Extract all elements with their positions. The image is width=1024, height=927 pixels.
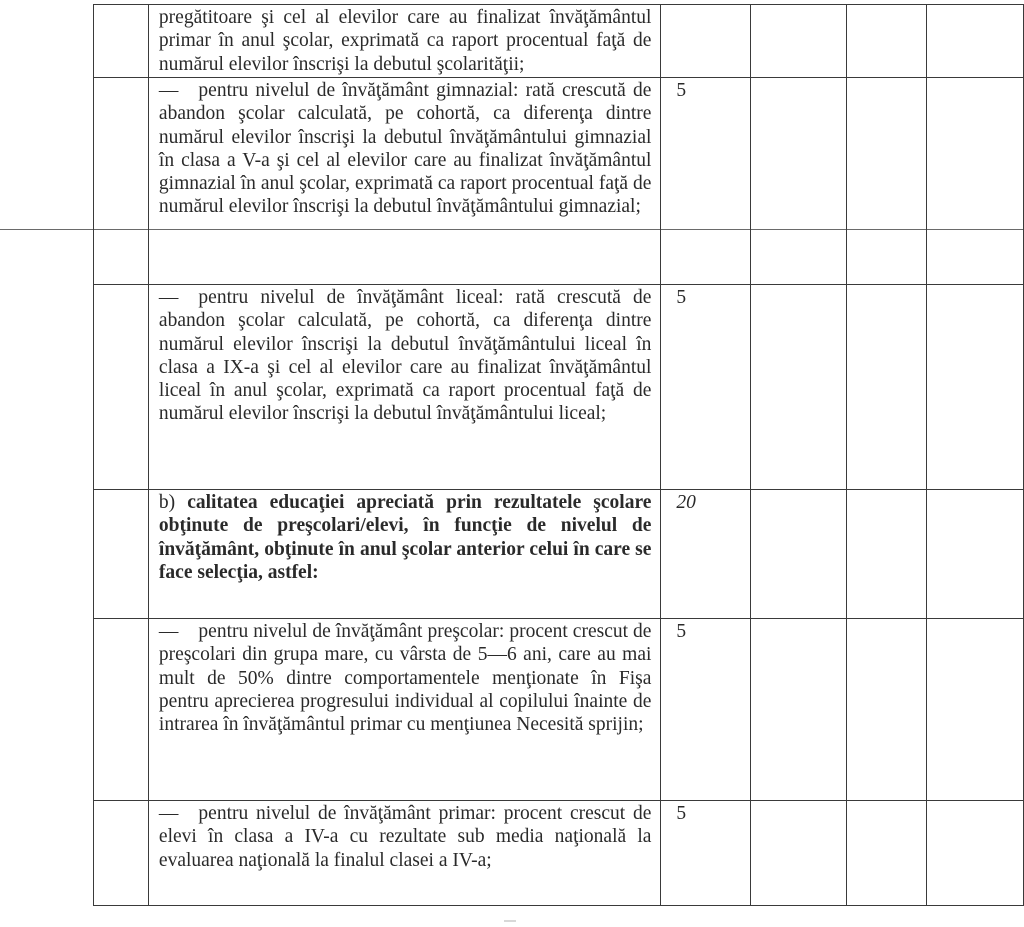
criterion-body: pentru nivelul de învăţământ gimnazial: rată crescută de abandon şcolar calculată, pe cohortă, ca diferenţa dintre numărul elevilor înscrişi la debutul învăţământului gimnazial în clasa a V-a şi cel al elevilor care au finalizat învăţământul gimnazial în anul şcolar, exprimată ca raport procentual faţă de numărul elevilor înscrişi la debutul învăţământului gimnazial; xyxy=(158,80,652,218)
criterion-prefix: b) xyxy=(158,492,188,513)
table-row xyxy=(94,78,1024,285)
dash-marker: — xyxy=(158,621,179,642)
criterion-cell xyxy=(148,801,661,906)
empty-cell xyxy=(847,801,927,906)
score-cell xyxy=(661,285,751,490)
score-cell xyxy=(661,78,751,285)
empty-cell xyxy=(847,619,927,801)
criterion-cell xyxy=(148,619,661,801)
number-cell xyxy=(94,5,149,78)
criterion-cell xyxy=(148,5,661,78)
score-value: 5 xyxy=(676,80,687,101)
score-cell xyxy=(661,5,751,78)
empty-cell xyxy=(847,5,927,78)
criteria-table xyxy=(93,4,1024,906)
table-row xyxy=(94,285,1024,490)
empty-cell xyxy=(751,490,847,619)
empty-cell xyxy=(927,285,1024,490)
table-row xyxy=(94,490,1024,619)
empty-cell xyxy=(847,285,927,490)
score-value: 5 xyxy=(676,287,687,308)
criterion-body: pentru nivelul de învăţământ liceal: rată crescută de abandon şcolar calculată, pe cohortă, ca diferenţa dintre numărul elevilor înscrişi la debutul învăţământului liceal în clasa a IX-a şi cel al elevilor care au finalizat învăţământul liceal în anul şcolar, exprimată ca raport procentual faţă de numărul elevilor înscrişi la debutul învăţământului liceal; xyxy=(158,287,652,425)
dash-marker: — xyxy=(158,80,179,101)
criterion-text xyxy=(149,285,661,426)
score-value: 5 xyxy=(676,621,687,642)
criterion-text xyxy=(149,490,661,584)
criterion-body: pentru nivelul de învăţământ primar: procent crescut de elevi în clasa a IV-a cu rezultate sub media naţională la evaluarea naţională la finalul clasei a IV-a; xyxy=(158,803,652,871)
empty-cell xyxy=(751,619,847,801)
score-cell xyxy=(661,490,751,619)
number-cell xyxy=(94,285,149,490)
score-cell xyxy=(661,619,751,801)
score-cell xyxy=(661,801,751,906)
score-value: 20 xyxy=(676,492,696,513)
criterion-text: pregătitoare şi cel al elevilor care au finalizat învăţământul primar în anul şcolar, exprimată ca raport procentual faţă de numărul elevilor înscrişi la debutul şcolarităţii; xyxy=(158,7,652,75)
empty-cell xyxy=(847,78,927,285)
empty-cell xyxy=(751,5,847,78)
criterion-cell xyxy=(148,490,661,619)
dash-marker: — xyxy=(158,803,179,824)
empty-cell xyxy=(847,490,927,619)
score-value: 5 xyxy=(676,803,687,824)
number-cell xyxy=(94,801,149,906)
criterion-cell xyxy=(148,285,661,490)
criterion-cell xyxy=(148,78,661,285)
table-row xyxy=(94,619,1024,801)
empty-cell xyxy=(751,78,847,285)
table-row xyxy=(94,5,1024,78)
empty-cell xyxy=(751,285,847,490)
criterion-body: calitatea educaţiei apreciată prin rezultatele şcolare obţinute de preşcolari/elevi, în funcţie de nivelul de învăţământ, obţinute în anul şcolar anterior celui în care se face selecţia, astfel: xyxy=(158,492,652,583)
number-cell xyxy=(94,78,149,285)
empty-cell xyxy=(927,78,1024,285)
number-cell xyxy=(94,490,149,619)
criterion-body: pentru nivelul de învăţământ preşcolar: procent crescut de preşcolari din grupa mare, cu vârsta de 5—6 ani, care au mai mult de 50% dintre comportamentele menţionate în Fişa pentru aprecierea progresului individual al copilului înainte de intrarea în învăţământul primar cu menţiunea Necesită sprijin; xyxy=(158,621,652,736)
criterion-text xyxy=(149,619,661,736)
criterion-text xyxy=(149,78,661,219)
empty-cell xyxy=(751,801,847,906)
empty-cell xyxy=(927,801,1024,906)
empty-cell xyxy=(927,490,1024,619)
table-row xyxy=(94,801,1024,906)
number-cell xyxy=(94,619,149,801)
scan-mark xyxy=(504,920,516,922)
criterion-text xyxy=(149,801,661,872)
empty-cell xyxy=(927,5,1024,78)
empty-cell xyxy=(927,619,1024,801)
dash-marker: — xyxy=(158,287,179,308)
